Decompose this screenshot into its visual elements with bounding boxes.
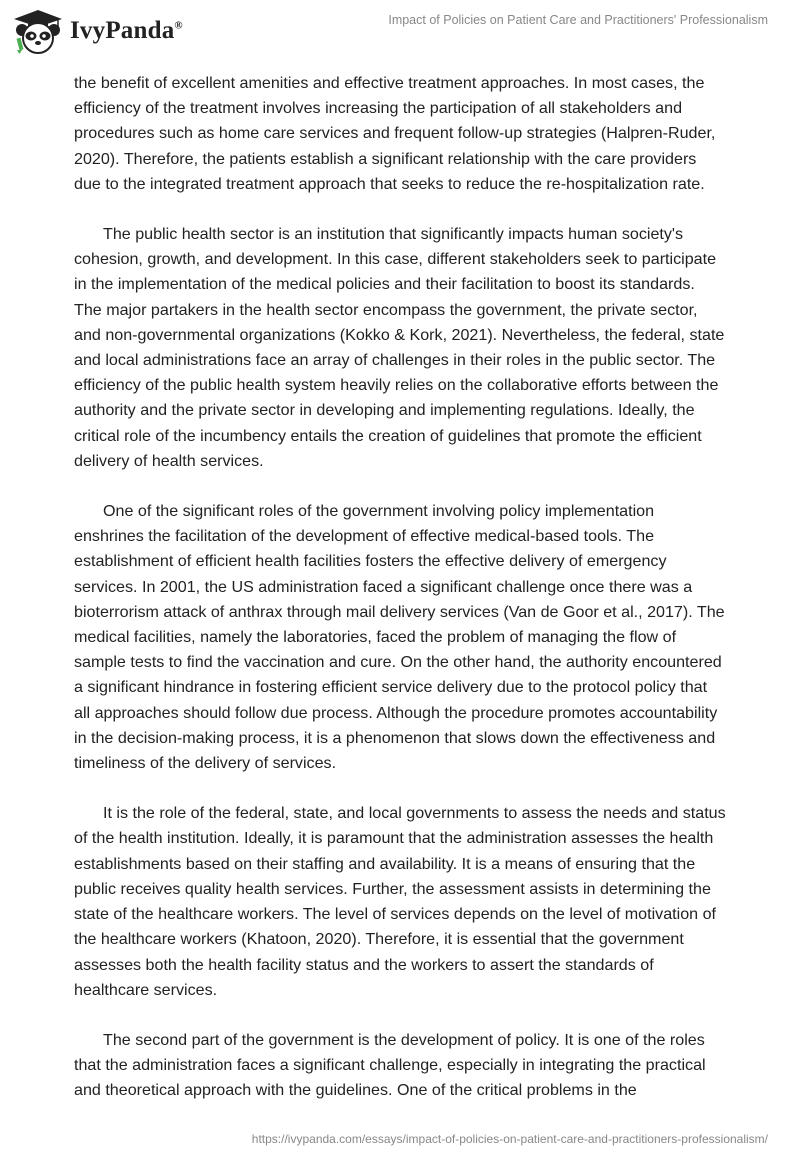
- paragraph: The second part of the government is the development of policy. It is one of the roles that the administration faces a significant challenge, especially in integrating the practical and theoretical approach with the guidelines. One of the critical problems in the: [74, 1030, 706, 1100]
- panda-graduate-icon: [12, 8, 64, 54]
- essay-body: [74, 71, 726, 1129]
- page-header: [0, 0, 800, 70]
- paragraph: The public health sector is an institution that significantly impacts human society's cohesion, growth, and development. In this case, different stakeholders seek to participate in the implementation of the medical policies and their facilitation to boost its standards. The major partakers in the health sector encompass the government, the private sector, and non-governmental organizations (Kokko & Kork, 2021). Nevertheless, the federal, state and local administrations face an array of challenges in their roles in the public sector. The efficiency of the public health system heavily relies on the collaborative efforts between the authority and the private sector in developing and implementing regulations. Ideally, the critical role of the incumbency entails the creation of guidelines that promote the efficient delivery of health services.: [74, 225, 725, 470]
- paragraph-continuation: the benefit of excellent amenities and effective treatment approaches. In most cases, the efficiency of the treatment involves increasing the participation of all stakeholders and procedures such as home care services and frequent follow-up strategies (Halpren-Ruder, 2020). Therefore, the patients establish a significant relationship with the care providers due to the integrated treatment approach that seeks to reduce the re-hospitalization rate.: [74, 74, 716, 193]
- paragraph: It is the role of the federal, state, and local governments to assess the needs and status of the health institution. Ideally, it is paramount that the administration assesses the health establishments based on their staffing and availability. It is a means of ensuring that the public receives quality health services. Further, the assessment assists in determining the state of the healthcare workers. The level of services depends on the level of motivation of the healthcare workers (Khatoon, 2020). Therefore, it is essential that the government assesses both the health facility status and the workers to assert the standards of healthcare services.: [74, 804, 726, 999]
- brand-logo[interactable]: [12, 8, 183, 54]
- brand-name: IvyPanda®: [70, 17, 183, 44]
- document-title: Impact of Policies on Patient Care and Practitioners' Professionalism: [388, 13, 768, 27]
- paragraph: One of the significant roles of the government involving policy implementation enshrines the facilitation of the development of effective medical-based tools. The establishment of efficient health facilities fosters the effective delivery of emergency services. In 2001, the US administration faced a significant challenge once there was a bioterrorism attack of anthrax through mail delivery services (Van de Goor et al., 2017). The medical facilities, namely the laboratories, faced the problem of managing the flow of sample tests to find the vaccination and cure. On the other hand, the authority encountered a significant hindrance in fostering efficient service delivery due to the protocol policy that all approaches should follow due process. Although the procedure promotes accountability in the decision-making process, it is a phenomenon that slows down the effectiveness and timeliness of the delivery of services.: [74, 502, 725, 773]
- source-url[interactable]: https://ivypanda.com/essays/impact-of-policies-on-patient-care-and-practitioners-professionalism/: [251, 1132, 768, 1146]
